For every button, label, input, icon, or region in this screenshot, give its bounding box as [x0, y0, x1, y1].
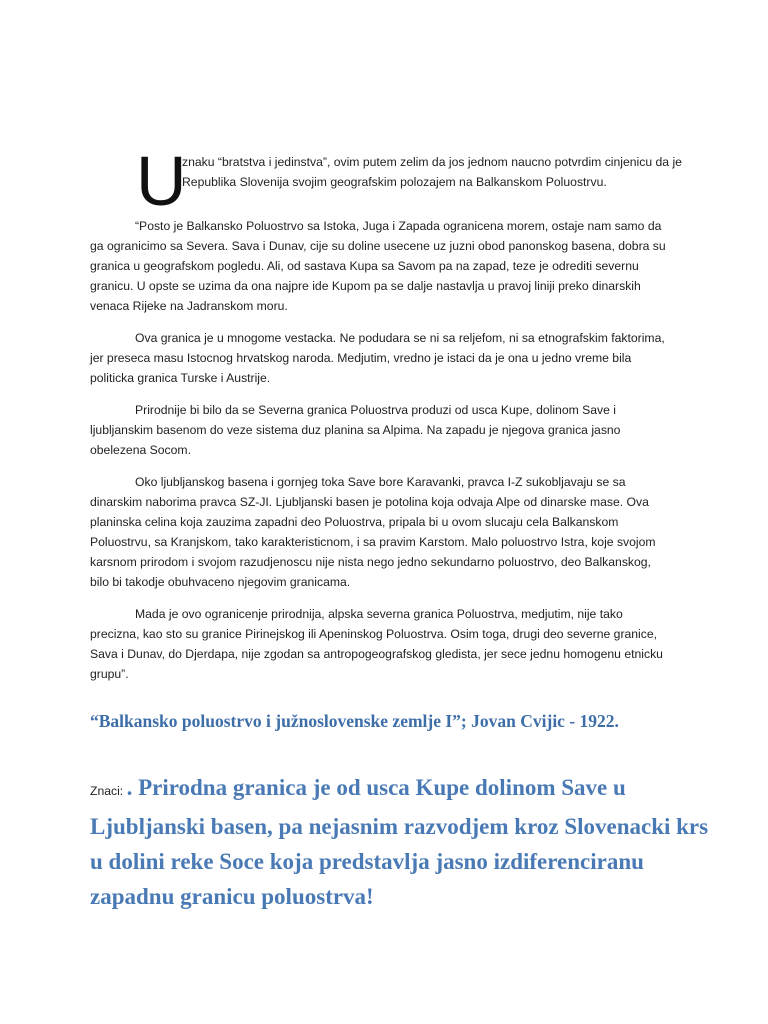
paragraph-1: “Posto je Balkansko Poluostrvo sa Istoka, Juga i Zapada ogranicena morem, ostaje nam samo da ga ogranicimo sa Severa. Sava i Dunav, cije su doline usecene uz juzni obod panonskog basena, dobra su granica u geografskom pogledu. Ali, od sastava Kupa sa Savom pa na zapad, teze je odrediti severnu granicu. U opste se uzima da ona najpre ide Kupom pa se dalje nastavlja u pravoj liniji preko dinarskih venaca Rijeke na Jadranskom moru.: [90, 219, 666, 313]
intro-text: znaku “bratstva i jedinstva”, ovim putem zelim da jos jednom naucno potvrdim cinjenicu da je Republika Slovenija svojim geografskim polozajem na Balkanskom Poluostrvu.: [182, 155, 682, 189]
paragraph-3: Prirodnije bi bilo da se Severna granica Poluostrva produzi od usca Kupe, dolinom Save i ljubljanskim basenom do veze sistema duz planina sa Alpima. Na zapadu je njegova granica jasno obelezena Socom.: [90, 403, 621, 457]
paragraph-4: Oko ljubljanskog basena i gornjeg toka Save bore Karavanki, pravca I-Z sukobljavaju se sa dinarskim naborima pravca SZ-JI. Ljubljanski basen je potolina koja odvaja Alpe od dinarske mase. Ova planinska celina koja zauzima zapadni deo Poluostrva, pripala bi u ovom slucaju cela Balkanskom Poluostrvu, sa Kranjskom, tako karakteristicnom, i sa pravim Karstom. Malo poluostrvo Istra, koje svojom karsnom prirodom i svojom razudjenoscu nije nista nego jedno sekundarno poluostrvo, deo Balkanskog, bilo bi takodje obuhvaceno njegovim granicama.: [90, 475, 656, 589]
paragraph-2: Ova granica je u mnogome vestacka. Ne podudara se ni sa reljefom, ni sa etnografskim faktorima, jer preseca masu Istocnog hrvatskog naroda. Medjutim, vredno je istaci da je ona u jedno vreme bila politicka granica Turske i Austrije.: [90, 331, 665, 385]
conclusion: [90, 770, 710, 914]
citation: “Balkansko poluostrvo i južnoslovenske zemlje I”; Jovan Cvijic - 1922.: [90, 711, 619, 731]
quoted-body: [90, 216, 670, 696]
drop-cap: U: [136, 142, 187, 220]
paragraph-5: Mada je ovo ogranicenje prirodnija, alpska severna granica Poluostrva, medjutim, nije tako precizna, kao sto su granice Pirinejskog ili Apeninskog Poluostrva. Osim toga, drugi deo severne granice, Sava i Dunav, do Djerdapa, nije zgodan sa antropogeografskog gledista, jer sece jednu homogenu etnicku grupu”.: [90, 607, 663, 681]
conclusion-lead: Znaci:: [90, 784, 127, 798]
conclusion-text: . Prirodna granica je od usca Kupe dolinom Save u Ljubljanski basen, pa nejasnim razvodjem kroz Slovenacki krs u dolini reke Soce koja predstavlja jasno izdiferenciranu zapadnu granicu poluostrva!: [90, 775, 709, 909]
